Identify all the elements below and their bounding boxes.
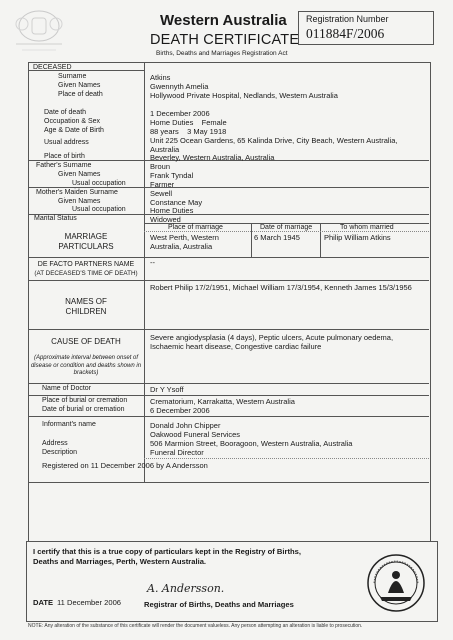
place-of-death-label: Place of death — [58, 91, 103, 98]
registration-statement: Registered on 11 December 2006 by A Andersson — [42, 461, 208, 470]
registration-box — [298, 11, 434, 45]
certify-line2: Deaths and Marriages, Perth, Western Australia. — [33, 557, 207, 566]
children-value: Robert Philip 17/2/1951, Michael William 17/3/1954, Kenneth James 15/3/1956 — [150, 283, 412, 292]
informant-label: Informant's name — [42, 421, 96, 428]
place-of-death-value: Hollywood Private Hospital, Nedlands, Western Australia — [150, 91, 338, 100]
certify-line1: I certify that this is a true copy of particulars kept in the Registry of Births, — [33, 547, 301, 556]
age-dob-label: Age & Date of Birth — [44, 127, 104, 134]
age-dob-value: 88 years 3 May 1918 — [150, 127, 227, 136]
father-given-label: Given Names — [58, 171, 101, 178]
place-of-birth-label: Place of birth — [44, 153, 85, 160]
father-given-value: Frank Tyndal — [150, 171, 194, 180]
place-of-marriage-head: Place of marriage — [168, 224, 223, 231]
alteration-note: NOTE: Any alteration of the substance of this certificate will render the document valueless. Any person attempting an alteration is liable to prosecution. — [28, 623, 363, 629]
burial-date-label: Date of burial or cremation — [42, 406, 125, 413]
cause-of-death-line1: Severe angiodysplasia (4 days), Peptic ulcers, Acute pulmonary oedema, — [150, 333, 394, 342]
deceased-heading: DECEASED — [33, 64, 72, 71]
mother-given-value: Constance May — [150, 198, 203, 207]
date-of-death-label: Date of death — [44, 109, 87, 116]
cause-note: (Approximate interval between onset of disease or condition and deaths shown in brackets) — [30, 355, 142, 376]
children-label: NAMES OF CHILDREN — [65, 297, 107, 316]
cause-of-death-label: CAUSE OF DEATH — [51, 337, 121, 346]
certification-box — [26, 541, 438, 622]
to-whom-married-head: To whom married — [340, 224, 394, 231]
surname-label: Surname — [58, 73, 87, 80]
defacto-label: DE FACTO PARTNERS NAME (AT DECEASED'S TIME OF DEATH) — [34, 261, 138, 277]
usual-address-line1: Unit 225 Ocean Gardens, 65 Kalinda Drive, City Beach, Western Australia, — [150, 136, 398, 145]
marriage-whom-value: Philip William Atkins — [324, 233, 391, 242]
usual-address-line2: Australia — [150, 145, 180, 154]
mother-surname-value: Sewell — [150, 189, 173, 198]
registrar-signature: A. Andersson. — [147, 582, 225, 595]
place-of-birth-value: Beverley, Western Australia, Australia — [150, 153, 275, 162]
given-names-value: Gwennyth Amelia — [150, 82, 209, 91]
burial-place-value: Crematorium, Karrakatta, Western Australia — [150, 397, 295, 406]
surname-value: Atkins — [150, 73, 171, 82]
informant-org: Oakwood Funeral Services — [150, 430, 241, 439]
cause-of-death-line2: Ischaemic heart disease, Congestive cardiac failure — [150, 342, 322, 351]
father-surname-value: Broun — [150, 162, 171, 171]
marital-status-label: Marital Status — [34, 215, 77, 222]
date-of-marriage-head: Date of marriage — [260, 224, 313, 231]
certificate-subtitle: Births, Deaths and Marriages Registration Act — [156, 50, 288, 57]
marriage-label: MARRIAGE PARTICULARS — [58, 232, 114, 251]
mother-given-label: Given Names — [58, 198, 101, 205]
mother-surname-label: Mother's Maiden Surname — [36, 189, 118, 196]
occupation-sex-value: Home Duties Female — [150, 118, 227, 127]
registrar-title: Registrar of Births, Deaths and Marriages — [144, 600, 294, 609]
registration-number: 011884F/2006 — [306, 26, 385, 41]
usual-address-label: Usual address — [44, 139, 89, 146]
registration-label: Registration Number — [306, 14, 389, 24]
father-surname-label: Father's Surname — [36, 162, 92, 169]
marriage-place-line2: Australia, Australia — [150, 242, 213, 251]
certificate-title: DEATH CERTIFICATE — [150, 32, 300, 48]
burial-date-value: 6 December 2006 — [150, 406, 210, 415]
registry-seal-emblem — [366, 553, 426, 613]
state-title: Western Australia — [160, 12, 287, 29]
informant-address-label: Address — [42, 440, 68, 447]
defacto-value: -- — [150, 258, 155, 267]
burial-place-label: Place of burial or cremation — [42, 397, 128, 404]
date-label: DATE — [33, 598, 54, 607]
marriage-place-line1: West Perth, Western — [150, 233, 219, 242]
mother-occupation-value: Home Duties — [150, 206, 194, 215]
certify-date: 11 December 2006 — [57, 598, 122, 607]
given-names-label: Given Names — [58, 82, 101, 89]
doctor-label: Name of Doctor — [42, 385, 92, 392]
marital-status-value: Widowed — [150, 215, 181, 224]
informant-description: Funeral Director — [150, 448, 204, 457]
mother-occupation-label: Usual occupation — [72, 206, 126, 213]
date-of-death-value: 1 December 2006 — [150, 109, 210, 118]
father-occupation-value: Farmer — [150, 180, 175, 189]
informant-description-label: Description — [42, 449, 78, 456]
father-occupation-label: Usual occupation — [72, 180, 126, 187]
informant-address: 506 Marmion Street, Booragoon, Western Australia, Australia — [150, 439, 353, 448]
occupation-sex-label: Occupation & Sex — [44, 118, 101, 125]
informant-name: Donald John Chipper — [150, 421, 221, 430]
marriage-date-value: 6 March 1945 — [254, 233, 300, 242]
coat-of-arms-emblem — [8, 6, 70, 56]
doctor-value: Dr Y Ysoff — [150, 385, 184, 394]
